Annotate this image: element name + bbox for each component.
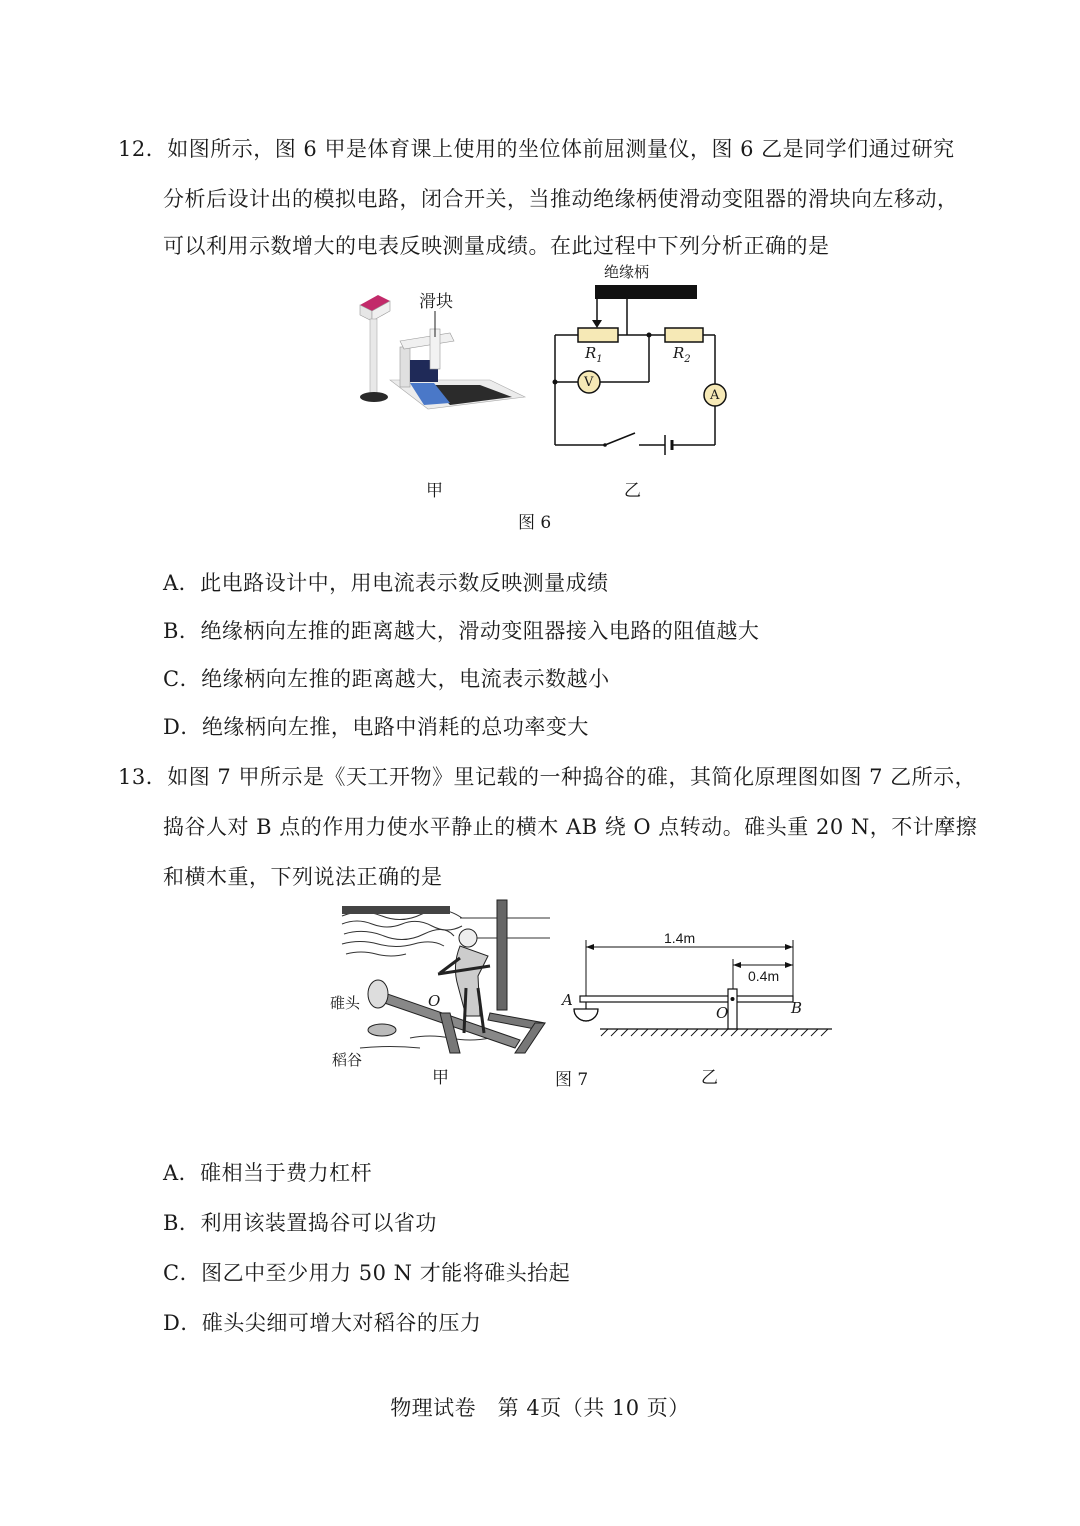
option-label: A． <box>163 1161 201 1185</box>
q12-option-b[interactable] <box>163 616 759 646</box>
voltmeter-label: V <box>584 375 594 390</box>
ammeter-label: A <box>710 388 720 403</box>
q13-number: 13． <box>118 765 168 789</box>
q13-option-d[interactable] <box>163 1308 481 1338</box>
q13-stem-3: 和横木重，下列说法正确的是 <box>163 865 443 889</box>
q12-stem-3: 可以利用示数增大的电表反映测量成绩。在此过程中下列分析正确的是 <box>163 234 830 258</box>
r2-letter: R <box>673 344 685 362</box>
fig6-caption-right: 乙 <box>624 481 641 501</box>
option-text: 绝缘柄向左推，电路中消耗的总功率变大 <box>201 715 589 739</box>
fig7-caption: 图 7 <box>555 1070 589 1090</box>
option-text: 此电路设计中，用电流表示数反映测量成绩 <box>200 571 609 595</box>
q13-option-b[interactable] <box>163 1208 437 1238</box>
pestle-head-label: 碓头 <box>330 994 361 1012</box>
q13-option-c[interactable] <box>163 1258 570 1288</box>
slider-label: 滑块 <box>419 292 453 312</box>
r2-subscript: 2 <box>684 354 691 365</box>
fig7-caption-left: 甲 <box>432 1068 449 1088</box>
option-label: C． <box>163 1261 202 1285</box>
r1-label <box>585 343 603 370</box>
option-label: D． <box>163 715 202 739</box>
q12-line-1 <box>118 134 955 164</box>
point-a-label: A <box>562 991 573 1009</box>
q13-line-1 <box>118 762 976 792</box>
option-label: B． <box>163 619 201 643</box>
q12-option-d[interactable] <box>163 712 589 742</box>
option-text: 利用该装置捣谷可以省功 <box>200 1211 437 1235</box>
ancient-pestle-illustration <box>340 898 552 1058</box>
q12-option-a[interactable] <box>163 568 609 598</box>
q13-stem-1: 如图 7 甲所示是《天工开物》里记载的一种捣谷的碓，其简化原理图如图 7 乙所示， <box>167 765 977 789</box>
option-label: A． <box>163 571 201 595</box>
option-label: D． <box>163 1311 202 1335</box>
r2-label <box>673 343 691 370</box>
option-text: 碓头尖细可增大对稻谷的压力 <box>201 1311 482 1335</box>
circuit-diagram <box>545 260 735 460</box>
option-text: 绝缘柄向左推的距离越大，电流表示数越小 <box>201 667 610 691</box>
r1-subscript: 1 <box>596 354 603 365</box>
insulating-handle-label: 绝缘柄 <box>604 263 650 281</box>
q12-stem-2: 分析后设计出的模拟电路，闭合开关，当推动绝缘柄使滑动变阻器的滑块向左移动， <box>163 187 959 211</box>
option-text: 图乙中至少用力 50 N 才能将碓头抬起 <box>201 1261 571 1285</box>
fig7-caption-right: 乙 <box>701 1068 718 1088</box>
q13-stem-2: 捣谷人对 B 点的作用力使水平静止的横木 AB 绕 O 点转动。碓头重 20 N，不计摩擦 <box>163 815 978 839</box>
grain-label: 稻谷 <box>332 1051 363 1069</box>
option-text: 绝缘柄向左推的距离越大，滑动变阻器接入电路的阻值越大 <box>200 619 760 643</box>
fig6-caption-left: 甲 <box>426 481 443 501</box>
q12-option-c[interactable] <box>163 664 610 694</box>
q12-number: 12． <box>118 137 168 161</box>
option-label: B． <box>163 1211 201 1235</box>
q12-stem-1: 如图所示，图 6 甲是体育课上使用的坐位体前屈测量仪，图 6 乙是同学们通过研究 <box>167 137 955 161</box>
q13-option-a[interactable] <box>163 1158 372 1188</box>
r1-letter: R <box>585 344 597 362</box>
lever-diagram <box>560 925 840 1060</box>
pivot-o-label-left: O <box>428 992 441 1010</box>
dimension-total: 1.4m <box>664 930 696 946</box>
point-o-label: O <box>716 1004 729 1022</box>
point-b-label: B <box>791 999 803 1017</box>
dimension-part: 0.4m <box>748 968 780 984</box>
page-footer: 物理试卷 第 4页（共 10 页） <box>390 1396 690 1420</box>
option-text: 碓相当于费力杠杆 <box>200 1161 373 1185</box>
option-label: C． <box>163 667 202 691</box>
fig6-caption: 图 6 <box>518 513 552 533</box>
